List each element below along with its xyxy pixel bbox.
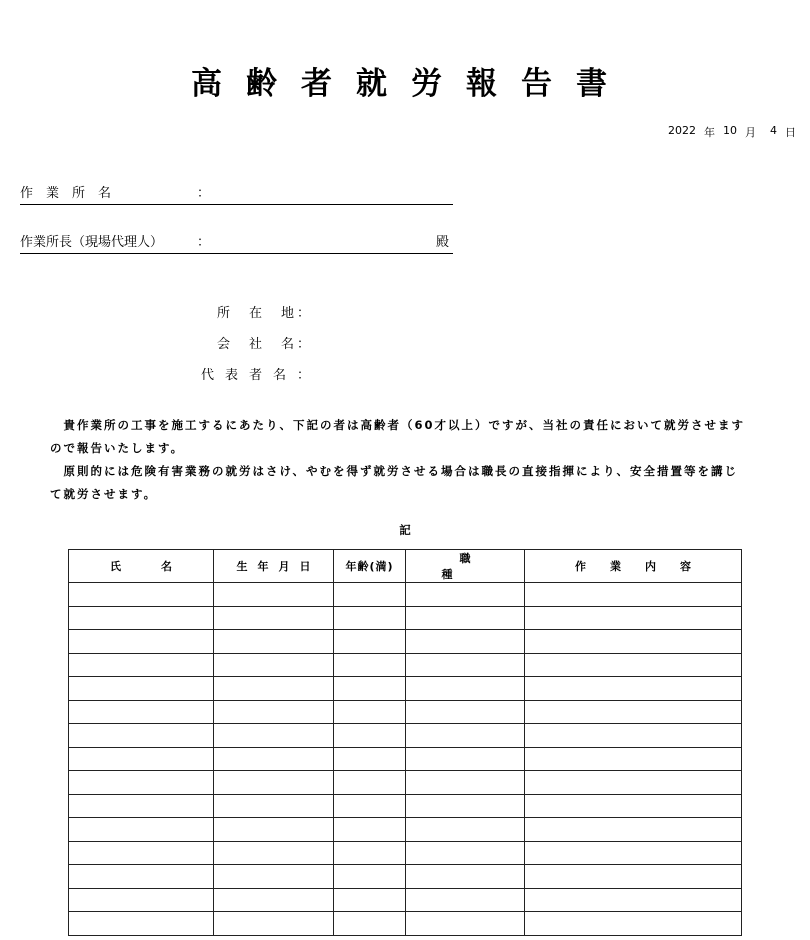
cell-occupation[interactable] [406,912,525,936]
worker-table [68,549,742,936]
date-day[interactable]: 4 [770,124,777,137]
site-name-field[interactable] [20,183,453,205]
cell-age[interactable] [334,606,406,630]
table-row [69,888,742,912]
date-year-unit: 年 [704,126,715,139]
honorific-suffix: 殿 [435,235,449,250]
date-month[interactable]: 10 [723,124,737,137]
site-manager-label: 作業所長（現場代理人） [20,235,164,250]
company-name-row[interactable] [150,327,310,358]
cell-name[interactable] [69,794,214,818]
document-title: 高齢者就労報告書 [191,66,631,102]
table-row [69,841,742,865]
cell-age[interactable] [334,865,406,889]
cell-birthdate[interactable] [214,630,334,654]
cell-work-content[interactable] [525,606,742,630]
cell-work-content[interactable] [525,818,742,842]
table-row [69,794,742,818]
table-row [69,724,742,748]
cell-occupation[interactable] [406,583,525,607]
cell-occupation[interactable] [406,771,525,795]
cell-name[interactable] [69,818,214,842]
cell-age[interactable] [334,747,406,771]
table-row [69,747,742,771]
cell-work-content[interactable] [525,747,742,771]
cell-name[interactable] [69,677,214,701]
cell-work-content[interactable] [525,677,742,701]
cell-birthdate[interactable] [214,747,334,771]
cell-name[interactable] [69,724,214,748]
cell-birthdate[interactable] [214,841,334,865]
cell-work-content[interactable] [525,794,742,818]
table-row [69,583,742,607]
cell-occupation[interactable] [406,888,525,912]
cell-birthdate[interactable] [214,794,334,818]
table-row [69,865,742,889]
header-occupation: 職種 [406,550,525,583]
cell-occupation[interactable] [406,841,525,865]
cell-occupation[interactable] [406,724,525,748]
cell-work-content[interactable] [525,841,742,865]
date-year[interactable]: 2022 [668,124,696,137]
cell-name[interactable] [69,865,214,889]
table-row [69,606,742,630]
cell-name[interactable] [69,700,214,724]
table-row [69,818,742,842]
cell-occupation[interactable] [406,677,525,701]
cell-work-content[interactable] [525,724,742,748]
cell-age[interactable] [334,794,406,818]
cell-work-content[interactable] [525,700,742,724]
cell-age[interactable] [334,771,406,795]
cell-work-content[interactable] [525,630,742,654]
company-address-label: 所 在 地 [216,306,297,321]
header-birthdate: 生年月日 [214,550,334,583]
cell-name[interactable] [69,888,214,912]
report-date [668,124,796,140]
cell-age[interactable] [334,583,406,607]
cell-birthdate[interactable] [214,583,334,607]
representative-colon: ： [296,368,310,383]
cell-work-content[interactable] [525,583,742,607]
cell-work-content[interactable] [525,865,742,889]
cell-age[interactable] [334,653,406,677]
cell-birthdate[interactable] [214,771,334,795]
cell-name[interactable] [69,583,214,607]
paragraph-1: 貴作業所の工事を施工するにあたり、下記の者は高齢者（60才以上）ですが、当社の責任において就労させますので報告いたします。 [50,418,745,455]
table-body [69,583,742,936]
cell-age[interactable] [334,700,406,724]
cell-occupation[interactable] [406,747,525,771]
site-manager-field[interactable] [20,232,453,254]
cell-birthdate[interactable] [214,677,334,701]
company-address-row[interactable] [150,296,310,327]
cell-birthdate[interactable] [214,724,334,748]
site-manager-colon: ： [197,235,211,250]
cell-work-content[interactable] [525,653,742,677]
cell-age[interactable] [334,912,406,936]
cell-occupation[interactable] [406,653,525,677]
cell-birthdate[interactable] [214,818,334,842]
cell-age[interactable] [334,888,406,912]
site-name-label: 作業所名 [20,186,125,201]
company-address-colon: ： [296,306,310,321]
representative-label: 代表者名 [200,368,297,383]
ki-label: 記 [399,523,411,537]
cell-occupation[interactable] [406,630,525,654]
table-row [69,630,742,654]
company-name-colon: ： [296,337,310,352]
cell-occupation[interactable] [406,700,525,724]
header-name: 氏名 [69,550,214,583]
cell-age[interactable] [334,818,406,842]
table-row [69,700,742,724]
table-row [69,771,742,795]
cell-name[interactable] [69,606,214,630]
cell-occupation[interactable] [406,794,525,818]
cell-birthdate[interactable] [214,888,334,912]
cell-name[interactable] [69,841,214,865]
cell-birthdate[interactable] [214,700,334,724]
table-row [69,653,742,677]
paragraph-2: 原則的には危険有害業務の就労はさけ、やむを得ず就労させる場合は職長の直接指揮により、安全措置等を講じて就労させます。 [50,464,739,501]
cell-birthdate[interactable] [214,865,334,889]
cell-work-content[interactable] [525,912,742,936]
table-row [69,677,742,701]
cell-occupation[interactable] [406,606,525,630]
header-age: 年齢(満) [334,550,406,583]
cell-age[interactable] [334,724,406,748]
site-name-colon: ： [197,186,211,201]
cell-work-content[interactable] [525,771,742,795]
cell-work-content[interactable] [525,888,742,912]
company-info [150,296,310,389]
table-row [69,912,742,936]
date-month-unit: 月 [745,126,756,139]
table-header-row [69,550,742,583]
cell-name[interactable] [69,653,214,677]
cell-birthdate[interactable] [214,606,334,630]
cell-age[interactable] [334,677,406,701]
cell-birthdate[interactable] [214,653,334,677]
cell-occupation[interactable] [406,818,525,842]
cell-name[interactable] [69,630,214,654]
date-day-unit: 日 [785,126,796,139]
cell-birthdate[interactable] [214,912,334,936]
cell-name[interactable] [69,771,214,795]
header-work-content: 作業内容 [525,550,742,583]
representative-row[interactable] [150,358,310,389]
company-name-label: 会 社 名 [216,337,297,352]
cell-name[interactable] [69,912,214,936]
cell-occupation[interactable] [406,865,525,889]
cell-age[interactable] [334,841,406,865]
cell-age[interactable] [334,630,406,654]
cell-name[interactable] [69,747,214,771]
